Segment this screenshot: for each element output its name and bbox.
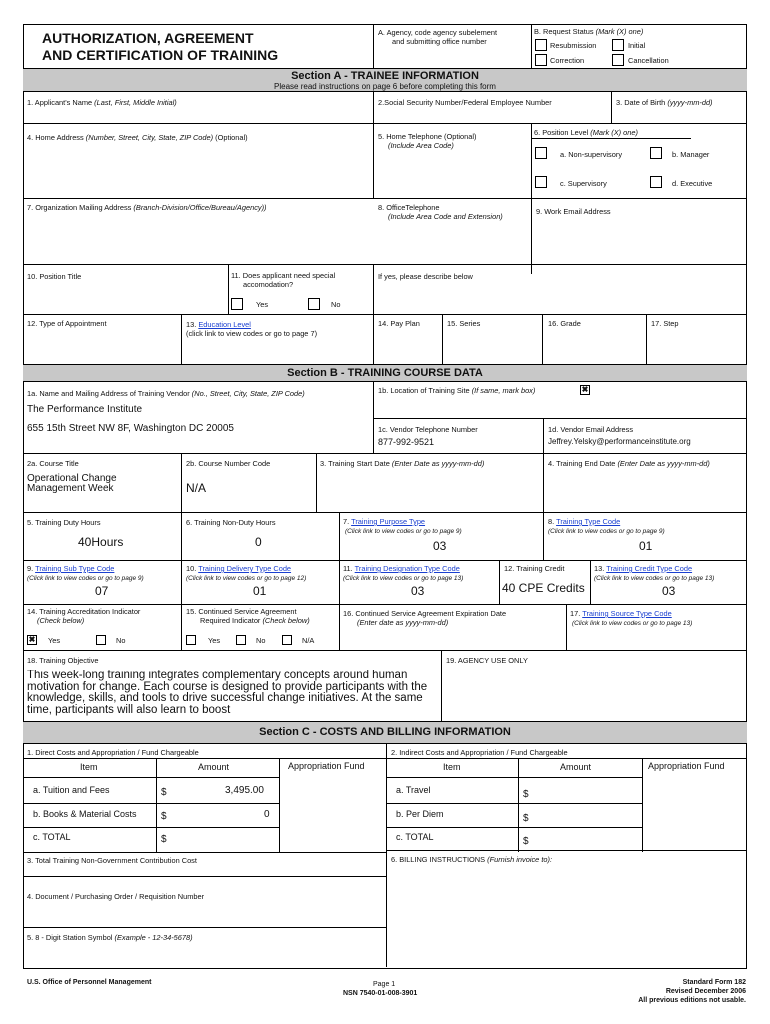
non-gov-contribution-label: 3. Total Training Non-Government Contribution Cost [27, 856, 197, 865]
travel-label: a. Travel [396, 785, 431, 795]
agency-label-2: and submitting office number [392, 37, 487, 46]
accreditation-yes-label: Yes [48, 636, 61, 645]
credit-type-hint: (Click link to view codes or go to page 13) [594, 575, 715, 582]
end-date-label: 4. Training End Date (Enter Date as yyyy-mm-dd) [548, 459, 710, 468]
training-objective-value[interactable]: This week-long training integrates complementary concepts around human motivation for change. Each course is designed to provide participants with the knowledge, skills, and tools to drive successful change initiatives. At the same time, participants will also learn to boost [27, 670, 428, 716]
csa-no-label: No [256, 636, 266, 645]
office-phone-label: 8. OfficeTelephone (Include Area Code and Extension) [378, 203, 503, 221]
source-type-label: 17. Training Source Type Code [570, 609, 672, 618]
purpose-type-hint: (Click link to view codes or go to page 9) [345, 528, 462, 535]
form-title [42, 30, 278, 64]
direct-item-header: Item [80, 762, 98, 772]
type-code-label: 8. Training Type Code [548, 517, 621, 526]
non-duty-hours-value[interactable]: 0 [255, 535, 262, 549]
station-symbol-label: 5. 8 - Digit Station Symbol (Example - 12-34-5678) [27, 933, 193, 942]
ssn-label: 2.Social Security Number/Federal Employee Number [378, 98, 552, 107]
previous-editions-note: All previous editions not usable. [638, 997, 746, 1004]
delivery-type-value[interactable]: 01 [253, 584, 267, 598]
grade-label: 16. Grade [548, 319, 581, 328]
duty-hours-label: 5. Training Duty Hours [27, 518, 101, 527]
manager-label: b. Manager [672, 150, 710, 159]
indirect-item-header: Item [443, 762, 461, 772]
accommodation-describe-label: If yes, please describe below [378, 272, 473, 281]
sub-type-hint: (Click link to view codes or go to page 9) [27, 575, 144, 582]
designation-type-hint: (Click link to view codes or go to page 13) [343, 575, 464, 582]
indirect-costs-label: 2. Indirect Costs and Appropriation / Fund Chargeable [391, 748, 568, 757]
vendor-label: 1a. Name and Mailing Address of Training Vendor (No., Street, City, State, ZIP Code) [27, 389, 305, 398]
per-diem-dollar: $ [523, 813, 529, 824]
vendor-phone-value[interactable]: 877-992-9521 [378, 437, 435, 447]
agency-use-only-label: 19. AGENCY USE ONLY [446, 656, 528, 665]
sub-type-value[interactable]: 07 [95, 584, 109, 598]
accreditation-no-checkbox[interactable] [96, 635, 106, 645]
dob-label: 3. Date of Birth (yyyy-mm-dd) [616, 98, 713, 107]
books-dollar: $ [161, 811, 167, 822]
cancellation-checkbox[interactable] [612, 54, 624, 66]
type-code-link[interactable]: Training Type Code [556, 517, 621, 526]
section-b-title: Section B - TRAINING COURSE DATA [287, 367, 483, 379]
indirect-approp-header: Appropriation Fund [648, 761, 725, 771]
form-number-block [600, 978, 746, 1005]
csa-na-checkbox[interactable] [282, 635, 292, 645]
step-label: 17. Step [651, 319, 679, 328]
education-level-link[interactable]: Education Level [198, 320, 251, 329]
form-number: Standard Form 182 [682, 979, 746, 986]
appointment-type-label: 12. Type of Appointment [27, 319, 107, 328]
accommodation-yes-checkbox[interactable] [231, 298, 243, 310]
indirect-total-label: c. TOTAL [396, 832, 434, 842]
purpose-type-value[interactable]: 03 [433, 539, 447, 553]
org-address-label: 7. Organization Mailing Address (Branch-Division/Office/Bureau/Agency)) [27, 203, 267, 212]
correction-checkbox[interactable] [535, 54, 547, 66]
vendor-name-value[interactable]: The Performance Institute [27, 404, 143, 415]
vendor-email-label: 1d. Vendor Email Address [548, 425, 634, 434]
course-title-label: 2a. Course Title [27, 459, 79, 468]
section-b-header [23, 364, 747, 382]
resubmission-label: Resubmission [550, 41, 597, 50]
work-email-label: 9. Work Email Address [536, 207, 611, 216]
per-diem-label: b. Per Diem [396, 809, 444, 819]
designation-type-link[interactable]: Training Designation Type Code [354, 564, 460, 573]
non-supervisory-label: a. Non-supervisory [560, 150, 623, 159]
section-a-header [23, 68, 747, 92]
pay-plan-label: 14. Pay Plan [378, 319, 420, 328]
type-code-value[interactable]: 01 [639, 539, 653, 553]
books-amount-value[interactable]: 0 [264, 809, 270, 820]
source-type-hint: (Click link to view codes or go to page 13) [572, 620, 693, 627]
credit-type-link[interactable]: Training Credit Type Code [606, 564, 693, 573]
type-code-hint: (Click link to view codes or go to page 9) [548, 528, 665, 535]
correction-label: Correction [550, 56, 585, 65]
section-c-title: Section C - COSTS AND BILLING INFORMATION [259, 726, 511, 738]
tuition-label: a. Tuition and Fees [33, 785, 110, 795]
indirect-total-dollar: $ [523, 836, 529, 847]
executive-checkbox[interactable] [650, 176, 662, 188]
purpose-type-label: 7. Training Purpose Type [343, 517, 426, 526]
accreditation-no-label: No [116, 636, 126, 645]
request-status-label: B. Request Status (Mark (X) one) [534, 27, 644, 36]
purchase-order-label: 4. Document / Purchasing Order / Requisition Number [27, 892, 205, 901]
opm-footer: U.S. Office of Personnel Management [27, 979, 152, 986]
section-c-header [23, 721, 747, 744]
resubmission-checkbox[interactable] [535, 39, 547, 51]
accommodation-no-checkbox[interactable] [308, 298, 320, 310]
accreditation-label: 14. Training Accreditation Indicator (Check below) [27, 607, 141, 625]
direct-costs-label: 1. Direct Costs and Appropriation / Fund Chargeable [27, 748, 199, 757]
billing-instructions-label: 6. BILLING INSTRUCTIONS (Furnish invoice to): [391, 855, 553, 864]
tuition-dollar: $ [161, 787, 167, 798]
accreditation-yes-checkbox[interactable]: ✖ [28, 635, 36, 644]
special-accommodation-label: 11. Does applicant need special accomodation? [231, 271, 336, 289]
education-level-label: 13. Education Level (click link to view codes or go to page 7) [186, 320, 318, 338]
supervisory-label: c. Supervisory [560, 179, 607, 188]
direct-approp-header: Appropriation Fund [288, 761, 365, 771]
vendor-email-value[interactable]: Jeffrey.Yelsky@performanceinstitute.org [548, 437, 691, 446]
training-site-label: 1b. Location of Training Site (If same, mark box) [378, 386, 536, 395]
purpose-type-link[interactable]: Training Purpose Type [351, 517, 426, 526]
credit-type-label: 13. Training Credit Type Code [594, 564, 693, 573]
applicant-name-label: 1. Applicant's Name (Last, First, Middle Initial) [27, 98, 177, 107]
delivery-type-hint: (Click link to view codes or go to page 12) [186, 575, 307, 582]
agency-label-1: A. Agency, code agency subelement [378, 28, 498, 37]
credit-type-value[interactable]: 03 [662, 584, 676, 598]
source-type-link[interactable]: Training Source Type Code [582, 609, 672, 618]
section-a-instructions: Please read instructions on page 6 before completing this form [274, 82, 496, 91]
delivery-type-label: 10. Training Delivery Type Code [186, 564, 292, 573]
position-title-label: 10. Position Title [27, 272, 82, 281]
revision-date: Revised December 2006 [665, 988, 746, 995]
csa-no-checkbox[interactable] [236, 635, 246, 645]
course-number-value[interactable]: N/A [186, 481, 207, 495]
cancellation-label: Cancellation [628, 56, 669, 65]
non-duty-hours-label: 6. Training Non-Duty Hours [186, 518, 276, 527]
direct-total-dollar: $ [161, 834, 167, 845]
accommodation-yes-label: Yes [256, 300, 269, 309]
non-supervisory-checkbox[interactable] [535, 147, 547, 159]
csa-expiration-label: 16. Continued Service Agreement Expiration Date (Enter date as yyyy-mm-dd) [343, 609, 507, 627]
page-number: Page 1 [373, 981, 396, 988]
vendor-address-value[interactable]: 655 15th Street NW 8F, Washington DC 20005 [27, 423, 234, 434]
vendor-phone-label: 1c. Vendor Telephone Number [378, 425, 478, 434]
sub-type-link[interactable]: Training Sub Type Code [35, 564, 115, 573]
home-phone-label: 5. Home Telephone (Optional) (Include Area Code) [378, 132, 477, 150]
home-address-label: 4. Home Address (Number, Street, City, State, ZIP Code) (Optional) [27, 133, 248, 142]
manager-checkbox[interactable] [650, 147, 662, 159]
sub-type-label: 9. Training Sub Type Code [27, 564, 115, 573]
training-credit-label: 12. Training Credit [504, 564, 565, 573]
series-label: 15. Series [447, 319, 481, 328]
title-line-2: AND CERTIFICATION OF TRAINING [42, 47, 279, 63]
csa-na-label: N/A [302, 636, 315, 645]
position-level-label: 6. Position Level (Mark (X) one) [534, 128, 638, 137]
training-credit-value[interactable]: 40 CPE Credits [502, 581, 585, 595]
csa-yes-checkbox[interactable] [186, 635, 196, 645]
direct-total-label: c. TOTAL [33, 832, 71, 842]
accommodation-no-label: No [331, 300, 341, 309]
delivery-type-link[interactable]: Training Delivery Type Code [198, 564, 292, 573]
duty-hours-value[interactable]: 40Hours [78, 535, 124, 549]
supervisory-checkbox[interactable] [535, 176, 547, 188]
course-number-label: 2b. Course Number Code [186, 459, 271, 468]
training-objective-label: 18. Training Objective [27, 656, 99, 665]
books-label: b. Books & Material Costs [33, 809, 137, 819]
initial-checkbox[interactable] [612, 39, 624, 51]
csa-label: 15. Continued Service Agreement Required Indicator (Check below) [186, 607, 310, 625]
tuition-amount-value[interactable]: 3,495.00 [225, 785, 264, 796]
nsn-number: NSN 7540-01-008-3901 [343, 990, 418, 997]
section-a-title: Section A - TRAINEE INFORMATION [291, 70, 479, 82]
csa-yes-label: Yes [208, 636, 221, 645]
indirect-amount-header: Amount [560, 762, 592, 772]
travel-dollar: $ [523, 789, 529, 800]
direct-amount-header: Amount [198, 762, 230, 772]
same-site-checkbox[interactable]: ✖ [581, 385, 589, 394]
title-line-1: AUTHORIZATION, AGREEMENT [42, 30, 254, 46]
designation-type-label: 11. Training Designation Type Code [343, 564, 460, 573]
designation-type-value[interactable]: 03 [411, 584, 425, 598]
course-title-value[interactable]: Operational Change Management Week [27, 473, 117, 494]
start-date-label: 3. Training Start Date (Enter Date as yyyy-mm-dd) [320, 459, 485, 468]
executive-label: d. Executive [672, 179, 713, 188]
initial-label: Initial [628, 41, 646, 50]
agency-label [378, 28, 497, 46]
